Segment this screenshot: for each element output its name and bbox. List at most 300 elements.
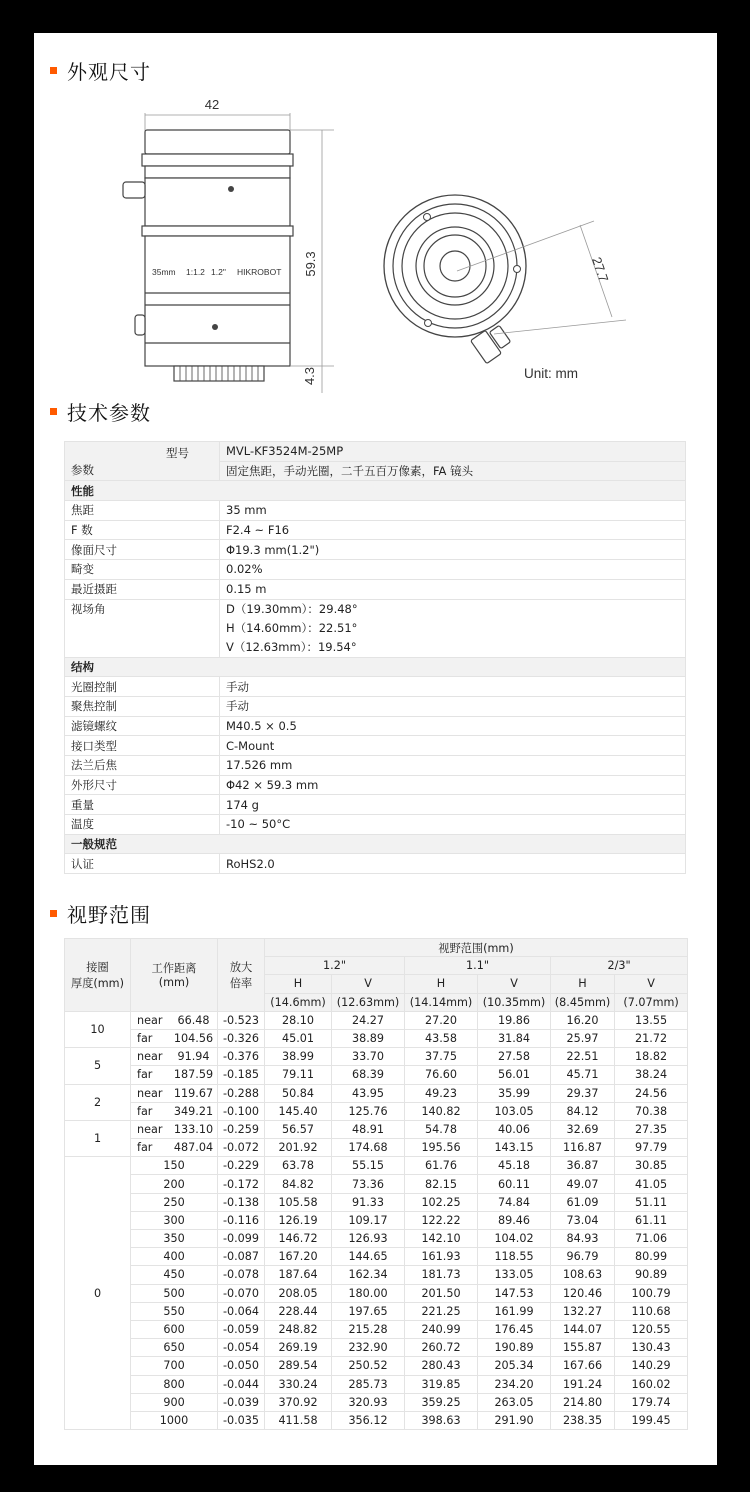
- working-distance-cell: 187.59: [170, 1066, 218, 1084]
- fov-value-cell: 54.78: [405, 1120, 478, 1138]
- fov-value-cell: 30.85: [615, 1157, 688, 1175]
- fov-value-cell: 82.15: [405, 1175, 478, 1193]
- fov-value-cell: 27.20: [405, 1011, 478, 1029]
- section-title-text: 外观尺寸: [67, 59, 151, 84]
- fov-value-cell: 176.45: [478, 1320, 551, 1338]
- fov-value-cell: 29.37: [551, 1084, 615, 1102]
- fov-row: [65, 1157, 688, 1175]
- fov-row: [65, 1011, 688, 1029]
- far-label: far: [131, 1102, 170, 1120]
- spec-value: -10 ~ 50°C: [220, 815, 686, 835]
- fov-value-cell: 280.43: [405, 1357, 478, 1375]
- working-distance-cell: 350: [131, 1230, 218, 1248]
- fov-row: [65, 1120, 688, 1138]
- fov-value-cell: 84.93: [551, 1230, 615, 1248]
- fov-value-cell: 174.68: [332, 1139, 405, 1157]
- spec-key: 像面尺寸: [65, 540, 220, 560]
- fov-value-cell: 289.54: [265, 1357, 332, 1375]
- fov-value-cell: 232.90: [332, 1339, 405, 1357]
- hv-header: V: [615, 975, 688, 993]
- magnification-cell: -0.172: [218, 1175, 265, 1193]
- working-distance-cell: 200: [131, 1175, 218, 1193]
- spec-row: [65, 854, 686, 874]
- fov-line-d: D（19.30mm）：29.48°: [226, 601, 358, 616]
- engraving-size: 1.2": [211, 267, 226, 277]
- fov-value-cell: 146.72: [265, 1230, 332, 1248]
- dim-header: (10.35mm): [478, 993, 551, 1011]
- unit-label: Unit: mm: [524, 366, 578, 381]
- fov-row: [65, 1393, 688, 1411]
- spec-row: [65, 540, 686, 560]
- fov-value-cell: 63.78: [265, 1157, 332, 1175]
- header-mag-line1: 放大: [229, 960, 253, 974]
- dimension-drawing: [34, 93, 717, 393]
- working-distance-cell: 66.48: [170, 1011, 218, 1029]
- spec-key: 法兰后焦: [65, 755, 220, 775]
- fov-value-cell: 105.58: [265, 1193, 332, 1211]
- working-distance-cell: 800: [131, 1375, 218, 1393]
- fov-value-cell: 201.50: [405, 1284, 478, 1302]
- section-title-dimensions: [50, 57, 151, 83]
- spec-value: C-Mount: [220, 736, 686, 756]
- fov-value-cell: 28.10: [265, 1011, 332, 1029]
- fov-value-cell: 330.24: [265, 1375, 332, 1393]
- spec-key: F 数: [65, 520, 220, 540]
- category-general: 一般规范: [65, 834, 686, 854]
- spec-value: F2.4 ~ F16: [220, 520, 686, 540]
- spec-row: [65, 560, 686, 580]
- fov-value-cell: 32.69: [551, 1120, 615, 1138]
- magnification-cell: -0.050: [218, 1357, 265, 1375]
- fov-value-cell: 24.56: [615, 1084, 688, 1102]
- fov-value-cell: 195.56: [405, 1139, 478, 1157]
- spec-value: 手动: [220, 696, 686, 716]
- fov-value-cell: 37.75: [405, 1048, 478, 1066]
- near-label: near: [131, 1048, 170, 1066]
- working-distance-cell: 119.67: [170, 1084, 218, 1102]
- spec-row: [65, 520, 686, 540]
- param-value: 固定焦距，手动光圈，二千五百万像素，FA 镜头: [220, 461, 686, 481]
- fov-value-cell: 167.66: [551, 1357, 615, 1375]
- magnification-cell: -0.044: [218, 1375, 265, 1393]
- fov-value-cell: 179.74: [615, 1393, 688, 1411]
- fov-row: [65, 1357, 688, 1375]
- magnification-cell: -0.259: [218, 1120, 265, 1138]
- fov-value-cell: 411.58: [265, 1411, 332, 1429]
- fov-table-body: [65, 1011, 688, 1429]
- working-distance-cell: 700: [131, 1357, 218, 1375]
- fov-row: [65, 1211, 688, 1229]
- fov-value-cell: 167.20: [265, 1248, 332, 1266]
- fov-value-cell: 51.11: [615, 1193, 688, 1211]
- dim-header: (14.6mm): [265, 993, 332, 1011]
- dim-header: (14.14mm): [405, 993, 478, 1011]
- fov-value-cell: 197.65: [332, 1302, 405, 1320]
- working-distance-cell: 150: [131, 1157, 218, 1175]
- working-distance-cell: 500: [131, 1284, 218, 1302]
- fov-value-cell: 103.05: [478, 1102, 551, 1120]
- fov-value-cell: 110.68: [615, 1302, 688, 1320]
- header-mag-line2: 倍率: [229, 976, 253, 990]
- section-title-text: 视野范围: [67, 902, 151, 927]
- fov-value-cell: 248.82: [265, 1320, 332, 1338]
- working-distance-cell: 91.94: [170, 1048, 218, 1066]
- working-distance-cell: 400: [131, 1248, 218, 1266]
- fov-value-cell: 96.79: [551, 1248, 615, 1266]
- fov-value-cell: 38.99: [265, 1048, 332, 1066]
- format-header: 1.1": [405, 957, 551, 975]
- hv-header: H: [551, 975, 615, 993]
- engraving-brand: HIKROBOT: [237, 267, 282, 277]
- magnification-cell: -0.288: [218, 1084, 265, 1102]
- fov-value-cell: 285.73: [332, 1375, 405, 1393]
- fov-value-cell: 370.92: [265, 1393, 332, 1411]
- spec-key: 外形尺寸: [65, 775, 220, 795]
- fov-value-cell: 43.58: [405, 1029, 478, 1047]
- header-ring-line1: 接圈: [86, 960, 109, 974]
- fov-value-cell: 319.85: [405, 1375, 478, 1393]
- spec-key: 温度: [65, 815, 220, 835]
- fov-value-cell: 56.57: [265, 1120, 332, 1138]
- fov-value-cell: 104.02: [478, 1230, 551, 1248]
- fov-value-cell: 126.93: [332, 1230, 405, 1248]
- fov-value-cell: 60.11: [478, 1175, 551, 1193]
- fov-value-cell: 97.79: [615, 1139, 688, 1157]
- spec-value-fov: [220, 599, 686, 657]
- fov-value-cell: 16.20: [551, 1011, 615, 1029]
- magnification-cell: -0.087: [218, 1248, 265, 1266]
- header-wd-line1: 工作距离: [151, 962, 197, 976]
- fov-line-h: H（14.60mm）：22.51°: [226, 620, 358, 635]
- magnification-cell: -0.185: [218, 1066, 265, 1084]
- dim-header: (8.45mm): [551, 993, 615, 1011]
- spec-row: [65, 579, 686, 599]
- fov-value-cell: 21.72: [615, 1029, 688, 1047]
- magnification-cell: -0.039: [218, 1393, 265, 1411]
- fov-value-cell: 269.19: [265, 1339, 332, 1357]
- magnification-cell: -0.078: [218, 1266, 265, 1284]
- fov-value-cell: 181.73: [405, 1266, 478, 1284]
- fov-value-cell: 55.15: [332, 1157, 405, 1175]
- fov-value-cell: 190.89: [478, 1339, 551, 1357]
- hv-header: V: [332, 975, 405, 993]
- spec-value: 35 mm: [220, 501, 686, 521]
- fov-value-cell: 144.07: [551, 1320, 615, 1338]
- header-ring: [65, 939, 131, 1012]
- fov-value-cell: 73.36: [332, 1175, 405, 1193]
- working-distance-cell: 104.56: [170, 1029, 218, 1047]
- fov-value-cell: 130.43: [615, 1339, 688, 1357]
- working-distance-cell: 900: [131, 1393, 218, 1411]
- category-performance: 性能: [65, 481, 686, 501]
- magnification-cell: -0.070: [218, 1284, 265, 1302]
- fov-value-cell: 215.28: [332, 1320, 405, 1338]
- fov-value-cell: 100.79: [615, 1284, 688, 1302]
- fov-value-cell: 43.95: [332, 1084, 405, 1102]
- fov-value-cell: 41.05: [615, 1175, 688, 1193]
- fov-value-cell: 142.10: [405, 1230, 478, 1248]
- fov-value-cell: 187.64: [265, 1266, 332, 1284]
- magnification-cell: -0.376: [218, 1048, 265, 1066]
- working-distance-cell: 300: [131, 1211, 218, 1229]
- spec-category-row: [65, 834, 686, 854]
- fov-value-cell: 27.35: [615, 1120, 688, 1138]
- fov-value-cell: 91.33: [332, 1193, 405, 1211]
- fov-value-cell: 24.27: [332, 1011, 405, 1029]
- orange-square-icon: [50, 910, 57, 917]
- fov-value-cell: 161.99: [478, 1302, 551, 1320]
- spec-key: 最近摄距: [65, 579, 220, 599]
- spec-key: 重量: [65, 795, 220, 815]
- fov-row: [65, 1284, 688, 1302]
- spec-row: [65, 775, 686, 795]
- working-distance-cell: 650: [131, 1339, 218, 1357]
- fov-value-cell: 49.07: [551, 1175, 615, 1193]
- spec-value: 174 g: [220, 795, 686, 815]
- header-ring-line2: 厚度(mm): [71, 976, 124, 990]
- fov-value-cell: 140.82: [405, 1102, 478, 1120]
- model-value: MVL-KF3524M-25MP: [220, 442, 686, 462]
- fov-value-cell: 228.44: [265, 1302, 332, 1320]
- spec-row: [65, 501, 686, 521]
- fov-row: [65, 1066, 688, 1084]
- lens-front-view: [384, 195, 526, 364]
- fov-value-cell: 61.09: [551, 1193, 615, 1211]
- spec-key: 视场角: [65, 599, 220, 657]
- spec-key: 认证: [65, 854, 220, 874]
- ring-thickness-cell: 5: [65, 1048, 131, 1084]
- fov-value-cell: 161.93: [405, 1248, 478, 1266]
- fov-value-cell: 126.19: [265, 1211, 332, 1229]
- mount-label: 4.3: [302, 366, 317, 386]
- fov-value-cell: 120.55: [615, 1320, 688, 1338]
- fov-value-cell: 356.12: [332, 1411, 405, 1429]
- spec-sheet-card: [34, 33, 717, 1465]
- spec-value: 0.15 m: [220, 579, 686, 599]
- magnification-cell: -0.035: [218, 1411, 265, 1429]
- header-magnification: [218, 939, 265, 1012]
- near-label: near: [131, 1084, 170, 1102]
- fov-value-cell: 144.65: [332, 1248, 405, 1266]
- fov-value-cell: 40.06: [478, 1120, 551, 1138]
- section-title-specs: [50, 398, 151, 424]
- far-label: far: [131, 1029, 170, 1047]
- working-distance-cell: 250: [131, 1193, 218, 1211]
- fov-value-cell: 359.25: [405, 1393, 478, 1411]
- fov-value-cell: 35.99: [478, 1084, 551, 1102]
- fov-value-cell: 398.63: [405, 1411, 478, 1429]
- hv-header: H: [405, 975, 478, 993]
- fov-value-cell: 263.05: [478, 1393, 551, 1411]
- working-distance-cell: 600: [131, 1320, 218, 1338]
- fov-value-cell: 27.58: [478, 1048, 551, 1066]
- header-working-distance: [131, 939, 218, 1012]
- spec-row: [65, 677, 686, 697]
- fov-value-cell: 68.39: [332, 1066, 405, 1084]
- fov-line-v: V（12.63mm）：19.54°: [226, 639, 357, 654]
- working-distance-cell: 349.21: [170, 1102, 218, 1120]
- magnification-cell: -0.326: [218, 1029, 265, 1047]
- fov-value-cell: 109.17: [332, 1211, 405, 1229]
- far-label: far: [131, 1066, 170, 1084]
- fov-value-cell: 143.15: [478, 1139, 551, 1157]
- fov-value-cell: 84.12: [551, 1102, 615, 1120]
- fov-value-cell: 155.87: [551, 1339, 615, 1357]
- fov-value-cell: 90.89: [615, 1266, 688, 1284]
- fov-value-cell: 18.82: [615, 1048, 688, 1066]
- spec-key: 焦距: [65, 501, 220, 521]
- near-label: near: [131, 1011, 170, 1029]
- fov-value-cell: 48.91: [332, 1120, 405, 1138]
- ring-thickness-cell: 1: [65, 1120, 131, 1156]
- width-label: 42: [204, 97, 220, 112]
- spec-row: [65, 716, 686, 736]
- section-title-text: 技术参数: [67, 400, 151, 425]
- magnification-cell: -0.100: [218, 1102, 265, 1120]
- spec-row-fov: [65, 599, 686, 657]
- spec-row: [65, 696, 686, 716]
- fov-value-cell: 205.34: [478, 1357, 551, 1375]
- fov-value-cell: 240.99: [405, 1320, 478, 1338]
- fov-value-cell: 38.24: [615, 1066, 688, 1084]
- orange-square-icon: [50, 408, 57, 415]
- spec-value: 17.526 mm: [220, 755, 686, 775]
- hv-header: V: [478, 975, 551, 993]
- engraving-ratio: 1:1.2: [186, 267, 205, 277]
- format-header: 1.2": [265, 957, 405, 975]
- spec-value: 0.02%: [220, 560, 686, 580]
- header-wd-line2: (mm): [158, 976, 190, 990]
- spec-category-row: [65, 657, 686, 677]
- fov-value-cell: 19.86: [478, 1011, 551, 1029]
- fov-value-cell: 61.76: [405, 1157, 478, 1175]
- fov-row: [65, 1193, 688, 1211]
- working-distance-cell: 487.04: [170, 1139, 218, 1157]
- spec-key: 滤镜螺纹: [65, 716, 220, 736]
- fov-row: [65, 1175, 688, 1193]
- working-distance-cell: 1000: [131, 1411, 218, 1429]
- spec-row: [65, 815, 686, 835]
- spec-value: M40.5 × 0.5: [220, 716, 686, 736]
- magnification-cell: -0.523: [218, 1011, 265, 1029]
- fov-value-cell: 56.01: [478, 1066, 551, 1084]
- fov-value-cell: 73.04: [551, 1211, 615, 1229]
- fov-value-cell: 291.90: [478, 1411, 551, 1429]
- fov-value-cell: 71.06: [615, 1230, 688, 1248]
- fov-value-cell: 208.05: [265, 1284, 332, 1302]
- spec-key: 光圈控制: [65, 677, 220, 697]
- fov-value-cell: 45.71: [551, 1066, 615, 1084]
- fov-table: [64, 938, 688, 1430]
- fov-row: [65, 1230, 688, 1248]
- diameter-label: 27.7: [589, 255, 612, 284]
- working-distance-cell: 450: [131, 1266, 218, 1284]
- orange-square-icon: [50, 67, 57, 74]
- fov-value-cell: 120.46: [551, 1284, 615, 1302]
- model-key: 型号: [166, 446, 189, 460]
- fov-value-cell: 74.84: [478, 1193, 551, 1211]
- spec-key: 聚焦控制: [65, 696, 220, 716]
- magnification-cell: -0.099: [218, 1230, 265, 1248]
- fov-row: [65, 1048, 688, 1066]
- fov-value-cell: 49.23: [405, 1084, 478, 1102]
- fov-value-cell: 180.00: [332, 1284, 405, 1302]
- magnification-cell: -0.064: [218, 1302, 265, 1320]
- fov-value-cell: 133.05: [478, 1266, 551, 1284]
- fov-value-cell: 45.01: [265, 1029, 332, 1047]
- spec-category-row: [65, 481, 686, 501]
- fov-value-cell: 125.76: [332, 1102, 405, 1120]
- spec-diagonal-header: [65, 442, 220, 481]
- spec-key: 畸变: [65, 560, 220, 580]
- magnification-cell: -0.059: [218, 1320, 265, 1338]
- dim-header: (12.63mm): [332, 993, 405, 1011]
- fov-value-cell: 250.52: [332, 1357, 405, 1375]
- fov-value-cell: 22.51: [551, 1048, 615, 1066]
- magnification-cell: -0.229: [218, 1157, 265, 1175]
- spec-key: 接口类型: [65, 736, 220, 756]
- category-structure: 结构: [65, 657, 686, 677]
- fov-value-cell: 36.87: [551, 1157, 615, 1175]
- magnification-cell: -0.138: [218, 1193, 265, 1211]
- fov-value-cell: 13.55: [615, 1011, 688, 1029]
- fov-value-cell: 108.63: [551, 1266, 615, 1284]
- fov-row: [65, 1320, 688, 1338]
- fov-value-cell: 76.60: [405, 1066, 478, 1084]
- spec-row: [65, 795, 686, 815]
- header-fov: 视野范围(mm): [265, 939, 688, 957]
- fov-value-cell: 238.35: [551, 1411, 615, 1429]
- fov-value-cell: 199.45: [615, 1411, 688, 1429]
- fov-value-cell: 118.55: [478, 1248, 551, 1266]
- working-distance-cell: 550: [131, 1302, 218, 1320]
- fov-value-cell: 214.80: [551, 1393, 615, 1411]
- fov-value-cell: 122.22: [405, 1211, 478, 1229]
- fov-value-cell: 38.89: [332, 1029, 405, 1047]
- ring-thickness-cell: 0: [65, 1157, 131, 1430]
- magnification-cell: -0.054: [218, 1339, 265, 1357]
- spec-value: RoHS2.0: [220, 854, 686, 874]
- spec-value: Φ19.3 mm(1.2"): [220, 540, 686, 560]
- section-title-fov: [50, 900, 151, 926]
- fov-value-cell: 260.72: [405, 1339, 478, 1357]
- fov-value-cell: 147.53: [478, 1284, 551, 1302]
- spec-header-row: [65, 442, 686, 462]
- fov-value-cell: 61.11: [615, 1211, 688, 1229]
- fov-row: [65, 1029, 688, 1047]
- spec-value: Φ42 × 59.3 mm: [220, 775, 686, 795]
- fov-value-cell: 160.02: [615, 1375, 688, 1393]
- spec-value: 手动: [220, 677, 686, 697]
- fov-row: [65, 1302, 688, 1320]
- fov-value-cell: 84.82: [265, 1175, 332, 1193]
- ring-thickness-cell: 2: [65, 1084, 131, 1120]
- engraving-focal: 35mm: [152, 267, 176, 277]
- fov-value-cell: 320.93: [332, 1393, 405, 1411]
- lens-side-view: [123, 130, 293, 381]
- fov-row: [65, 1339, 688, 1357]
- fov-row: [65, 1248, 688, 1266]
- fov-value-cell: 33.70: [332, 1048, 405, 1066]
- fov-row: [65, 1375, 688, 1393]
- ring-thickness-cell: 10: [65, 1011, 131, 1047]
- fov-header-row: [65, 939, 688, 957]
- fov-value-cell: 162.34: [332, 1266, 405, 1284]
- fov-value-cell: 201.92: [265, 1139, 332, 1157]
- fov-value-cell: 79.11: [265, 1066, 332, 1084]
- hv-header: H: [265, 975, 332, 993]
- fov-value-cell: 191.24: [551, 1375, 615, 1393]
